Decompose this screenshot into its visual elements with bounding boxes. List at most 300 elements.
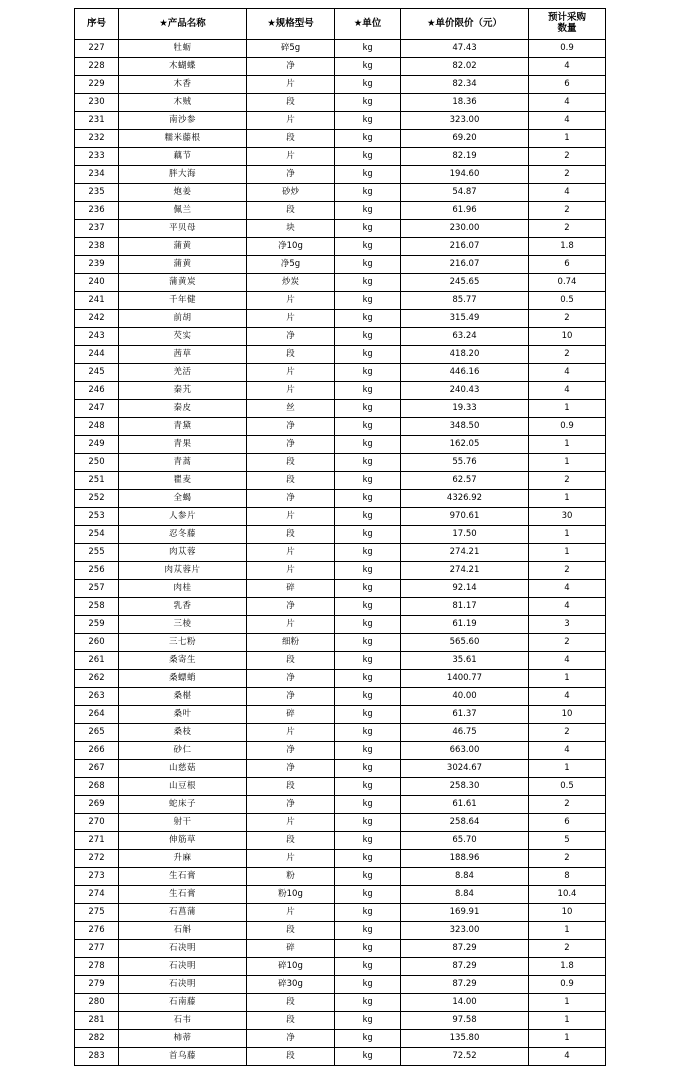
cell-index: 262 [75, 670, 119, 688]
cell-spec: 片 [247, 562, 335, 580]
cell-index: 254 [75, 526, 119, 544]
table-row [75, 40, 606, 58]
cell-index: 249 [75, 436, 119, 454]
cell-price: 169.91 [401, 904, 529, 922]
cell-quantity: 1 [529, 922, 606, 940]
cell-unit: kg [335, 94, 401, 112]
cell-product-name: 佩兰 [119, 202, 247, 220]
cell-quantity: 4 [529, 580, 606, 598]
cell-price: 61.96 [401, 202, 529, 220]
column-header-quantity-line2: 数量 [557, 23, 577, 34]
cell-unit: kg [335, 598, 401, 616]
cell-product-name: 胖大海 [119, 166, 247, 184]
table-row [75, 850, 606, 868]
cell-unit: kg [335, 490, 401, 508]
cell-product-name: 三棱 [119, 616, 247, 634]
cell-index: 261 [75, 652, 119, 670]
table-row [75, 490, 606, 508]
table-row [75, 1012, 606, 1030]
cell-index: 227 [75, 40, 119, 58]
cell-product-name: 木贼 [119, 94, 247, 112]
cell-price: 82.34 [401, 76, 529, 94]
cell-spec: 片 [247, 544, 335, 562]
cell-index: 240 [75, 274, 119, 292]
cell-spec: 碎 [247, 940, 335, 958]
cell-quantity: 2 [529, 562, 606, 580]
cell-product-name: 生石膏 [119, 886, 247, 904]
cell-spec: 片 [247, 112, 335, 130]
cell-price: 162.05 [401, 436, 529, 454]
cell-spec: 片 [247, 724, 335, 742]
cell-product-name: 砂仁 [119, 742, 247, 760]
table-row [75, 814, 606, 832]
cell-price: 194.60 [401, 166, 529, 184]
cell-quantity: 0.9 [529, 418, 606, 436]
cell-product-name: 前胡 [119, 310, 247, 328]
cell-quantity: 1 [529, 1030, 606, 1048]
cell-quantity: 2 [529, 472, 606, 490]
cell-price: 35.61 [401, 652, 529, 670]
cell-unit: kg [335, 58, 401, 76]
cell-spec: 段 [247, 130, 335, 148]
cell-quantity: 4 [529, 742, 606, 760]
cell-spec: 片 [247, 508, 335, 526]
cell-spec: 粉 [247, 868, 335, 886]
cell-quantity: 0.9 [529, 976, 606, 994]
cell-product-name: 乳香 [119, 598, 247, 616]
cell-spec: 净 [247, 58, 335, 76]
cell-spec: 块 [247, 220, 335, 238]
cell-unit: kg [335, 202, 401, 220]
table-row [75, 418, 606, 436]
cell-quantity: 0.74 [529, 274, 606, 292]
cell-quantity: 4 [529, 1048, 606, 1066]
cell-price: 258.30 [401, 778, 529, 796]
table-row [75, 94, 606, 112]
cell-product-name: 生石膏 [119, 868, 247, 886]
cell-product-name: 射干 [119, 814, 247, 832]
cell-price: 85.77 [401, 292, 529, 310]
cell-unit: kg [335, 184, 401, 202]
cell-price: 274.21 [401, 562, 529, 580]
table-row [75, 382, 606, 400]
cell-price: 135.80 [401, 1030, 529, 1048]
cell-price: 14.00 [401, 994, 529, 1012]
table-row [75, 868, 606, 886]
cell-quantity: 2 [529, 796, 606, 814]
table-row [75, 166, 606, 184]
table-row [75, 112, 606, 130]
cell-product-name: 牡蛎 [119, 40, 247, 58]
cell-price: 230.00 [401, 220, 529, 238]
procurement-price-table [74, 8, 606, 1066]
cell-index: 264 [75, 706, 119, 724]
cell-price: 245.65 [401, 274, 529, 292]
cell-unit: kg [335, 544, 401, 562]
cell-unit: kg [335, 580, 401, 598]
cell-unit: kg [335, 1012, 401, 1030]
cell-unit: kg [335, 292, 401, 310]
cell-index: 271 [75, 832, 119, 850]
cell-unit: kg [335, 742, 401, 760]
cell-unit: kg [335, 922, 401, 940]
column-header-quantity-line1: 预计采购 [547, 12, 586, 24]
cell-spec: 净10g [247, 238, 335, 256]
table-row [75, 274, 606, 292]
cell-price: 69.20 [401, 130, 529, 148]
cell-unit: kg [335, 454, 401, 472]
cell-quantity: 2 [529, 148, 606, 166]
cell-index: 283 [75, 1048, 119, 1066]
cell-quantity: 4 [529, 58, 606, 76]
cell-spec: 片 [247, 310, 335, 328]
table-row [75, 544, 606, 562]
cell-spec: 段 [247, 652, 335, 670]
cell-spec: 净 [247, 166, 335, 184]
cell-index: 239 [75, 256, 119, 274]
cell-index: 248 [75, 418, 119, 436]
cell-index: 276 [75, 922, 119, 940]
cell-unit: kg [335, 616, 401, 634]
cell-index: 272 [75, 850, 119, 868]
cell-index: 273 [75, 868, 119, 886]
cell-index: 268 [75, 778, 119, 796]
cell-index: 275 [75, 904, 119, 922]
table-row [75, 904, 606, 922]
cell-product-name: 全蝎 [119, 490, 247, 508]
cell-price: 62.57 [401, 472, 529, 490]
table-row [75, 1030, 606, 1048]
cell-unit: kg [335, 796, 401, 814]
cell-unit: kg [335, 148, 401, 166]
cell-price: 663.00 [401, 742, 529, 760]
cell-product-name: 肉苁蓉片 [119, 562, 247, 580]
table-row [75, 922, 606, 940]
cell-index: 228 [75, 58, 119, 76]
cell-price: 63.24 [401, 328, 529, 346]
cell-spec: 净 [247, 598, 335, 616]
table-row [75, 724, 606, 742]
table-row [75, 526, 606, 544]
cell-product-name: 秦皮 [119, 400, 247, 418]
cell-quantity: 1 [529, 670, 606, 688]
cell-price: 18.36 [401, 94, 529, 112]
cell-product-name: 山豆根 [119, 778, 247, 796]
cell-index: 246 [75, 382, 119, 400]
cell-spec: 段 [247, 454, 335, 472]
cell-quantity: 4 [529, 652, 606, 670]
cell-index: 274 [75, 886, 119, 904]
cell-quantity: 4 [529, 184, 606, 202]
cell-unit: kg [335, 130, 401, 148]
cell-quantity: 1 [529, 490, 606, 508]
cell-product-name: 青黛 [119, 418, 247, 436]
cell-price: 274.21 [401, 544, 529, 562]
cell-spec: 片 [247, 382, 335, 400]
cell-spec: 净 [247, 418, 335, 436]
cell-quantity: 0.9 [529, 40, 606, 58]
table-row [75, 760, 606, 778]
table-row [75, 58, 606, 76]
table-row [75, 364, 606, 382]
table-row [75, 670, 606, 688]
cell-unit: kg [335, 778, 401, 796]
cell-product-name: 蛇床子 [119, 796, 247, 814]
cell-quantity: 10 [529, 328, 606, 346]
cell-product-name: 山慈菇 [119, 760, 247, 778]
cell-spec: 净 [247, 796, 335, 814]
cell-spec: 净 [247, 1030, 335, 1048]
cell-unit: kg [335, 256, 401, 274]
cell-price: 323.00 [401, 922, 529, 940]
cell-index: 237 [75, 220, 119, 238]
cell-unit: kg [335, 562, 401, 580]
table-row [75, 292, 606, 310]
cell-index: 238 [75, 238, 119, 256]
cell-product-name: 平贝母 [119, 220, 247, 238]
cell-index: 265 [75, 724, 119, 742]
cell-product-name: 忍冬藤 [119, 526, 247, 544]
cell-spec: 净 [247, 760, 335, 778]
cell-price: 61.19 [401, 616, 529, 634]
cell-price: 348.50 [401, 418, 529, 436]
column-header-quantity [529, 9, 606, 40]
cell-unit: kg [335, 1048, 401, 1066]
cell-spec: 段 [247, 778, 335, 796]
cell-price: 40.00 [401, 688, 529, 706]
table-row [75, 508, 606, 526]
cell-product-name: 肉桂 [119, 580, 247, 598]
cell-product-name: 芡实 [119, 328, 247, 346]
cell-unit: kg [335, 238, 401, 256]
cell-spec: 段 [247, 202, 335, 220]
cell-price: 92.14 [401, 580, 529, 598]
cell-product-name: 蒲黄 [119, 256, 247, 274]
cell-product-name: 羌活 [119, 364, 247, 382]
cell-product-name: 石菖蒲 [119, 904, 247, 922]
cell-spec: 段 [247, 832, 335, 850]
cell-spec: 细粉 [247, 634, 335, 652]
table-row [75, 130, 606, 148]
cell-price: 188.96 [401, 850, 529, 868]
cell-spec: 片 [247, 904, 335, 922]
cell-index: 280 [75, 994, 119, 1012]
cell-unit: kg [335, 508, 401, 526]
cell-unit: kg [335, 40, 401, 58]
column-header-index: 序号 [75, 9, 119, 40]
cell-product-name: 肉苁蓉 [119, 544, 247, 562]
cell-index: 269 [75, 796, 119, 814]
cell-quantity: 4 [529, 382, 606, 400]
table-row [75, 76, 606, 94]
cell-spec: 碎 [247, 706, 335, 724]
cell-index: 256 [75, 562, 119, 580]
cell-quantity: 5 [529, 832, 606, 850]
cell-price: 8.84 [401, 886, 529, 904]
cell-index: 242 [75, 310, 119, 328]
cell-price: 446.16 [401, 364, 529, 382]
table-row [75, 436, 606, 454]
cell-quantity: 4 [529, 112, 606, 130]
cell-spec: 净 [247, 436, 335, 454]
cell-spec: 片 [247, 148, 335, 166]
cell-product-name: 瞿麦 [119, 472, 247, 490]
cell-spec: 段 [247, 1048, 335, 1066]
cell-index: 255 [75, 544, 119, 562]
cell-price: 54.87 [401, 184, 529, 202]
cell-unit: kg [335, 940, 401, 958]
table-row [75, 706, 606, 724]
cell-product-name: 伸筋草 [119, 832, 247, 850]
cell-quantity: 3 [529, 616, 606, 634]
cell-quantity: 8 [529, 868, 606, 886]
cell-product-name: 三七粉 [119, 634, 247, 652]
cell-index: 258 [75, 598, 119, 616]
cell-index: 250 [75, 454, 119, 472]
cell-product-name: 石决明 [119, 958, 247, 976]
cell-index: 235 [75, 184, 119, 202]
cell-spec: 段 [247, 994, 335, 1012]
cell-unit: kg [335, 958, 401, 976]
cell-unit: kg [335, 850, 401, 868]
cell-product-name: 桑螵蛸 [119, 670, 247, 688]
cell-index: 231 [75, 112, 119, 130]
table-row [75, 1048, 606, 1066]
cell-product-name: 南沙参 [119, 112, 247, 130]
table-header [75, 9, 606, 40]
cell-product-name: 糯米藤根 [119, 130, 247, 148]
cell-quantity: 1 [529, 130, 606, 148]
cell-index: 252 [75, 490, 119, 508]
cell-product-name: 木香 [119, 76, 247, 94]
cell-quantity: 6 [529, 256, 606, 274]
cell-unit: kg [335, 166, 401, 184]
cell-unit: kg [335, 832, 401, 850]
cell-price: 72.52 [401, 1048, 529, 1066]
cell-unit: kg [335, 706, 401, 724]
cell-price: 81.17 [401, 598, 529, 616]
cell-spec: 片 [247, 76, 335, 94]
cell-index: 259 [75, 616, 119, 634]
table-row [75, 184, 606, 202]
cell-spec: 净5g [247, 256, 335, 274]
cell-spec: 片 [247, 292, 335, 310]
cell-price: 87.29 [401, 976, 529, 994]
cell-price: 4326.92 [401, 490, 529, 508]
table-row [75, 778, 606, 796]
cell-product-name: 石决明 [119, 940, 247, 958]
cell-price: 47.43 [401, 40, 529, 58]
cell-quantity: 1.8 [529, 238, 606, 256]
table-row [75, 238, 606, 256]
cell-quantity: 4 [529, 598, 606, 616]
cell-index: 232 [75, 130, 119, 148]
cell-unit: kg [335, 436, 401, 454]
table-row [75, 832, 606, 850]
table-row [75, 994, 606, 1012]
cell-price: 61.37 [401, 706, 529, 724]
column-header-price: ★单价限价（元） [401, 9, 529, 40]
cell-price: 216.07 [401, 238, 529, 256]
cell-product-name: 桑椹 [119, 688, 247, 706]
table-row [75, 976, 606, 994]
cell-unit: kg [335, 688, 401, 706]
cell-spec: 段 [247, 1012, 335, 1030]
cell-index: 278 [75, 958, 119, 976]
table-row [75, 328, 606, 346]
cell-product-name: 升麻 [119, 850, 247, 868]
table-row [75, 346, 606, 364]
cell-quantity: 2 [529, 850, 606, 868]
table-row [75, 616, 606, 634]
cell-quantity: 4 [529, 94, 606, 112]
cell-product-name: 千年健 [119, 292, 247, 310]
cell-index: 244 [75, 346, 119, 364]
cell-product-name: 石南藤 [119, 994, 247, 1012]
cell-product-name: 首乌藤 [119, 1048, 247, 1066]
cell-unit: kg [335, 904, 401, 922]
cell-product-name: 蒲黄 [119, 238, 247, 256]
cell-quantity: 0.5 [529, 292, 606, 310]
cell-price: 8.84 [401, 868, 529, 886]
cell-unit: kg [335, 310, 401, 328]
cell-price: 97.58 [401, 1012, 529, 1030]
table-row [75, 454, 606, 472]
cell-quantity: 1 [529, 400, 606, 418]
cell-spec: 碎5g [247, 40, 335, 58]
cell-spec: 段 [247, 922, 335, 940]
cell-quantity: 10 [529, 904, 606, 922]
cell-index: 245 [75, 364, 119, 382]
table-row [75, 580, 606, 598]
cell-index: 260 [75, 634, 119, 652]
cell-product-name: 蒲黄炭 [119, 274, 247, 292]
cell-unit: kg [335, 1030, 401, 1048]
cell-spec: 砂炒 [247, 184, 335, 202]
cell-unit: kg [335, 634, 401, 652]
cell-unit: kg [335, 328, 401, 346]
cell-index: 267 [75, 760, 119, 778]
table-header-row [75, 9, 606, 40]
cell-spec: 碎 [247, 580, 335, 598]
cell-index: 251 [75, 472, 119, 490]
cell-quantity: 4 [529, 688, 606, 706]
cell-unit: kg [335, 994, 401, 1012]
cell-price: 240.43 [401, 382, 529, 400]
cell-quantity: 1 [529, 760, 606, 778]
cell-index: 236 [75, 202, 119, 220]
cell-index: 229 [75, 76, 119, 94]
table-row [75, 940, 606, 958]
cell-price: 17.50 [401, 526, 529, 544]
cell-product-name: 桑寄生 [119, 652, 247, 670]
column-header-name: ★产品名称 [119, 9, 247, 40]
table-row [75, 220, 606, 238]
table-row [75, 688, 606, 706]
cell-product-name: 青蒿 [119, 454, 247, 472]
cell-quantity: 2 [529, 940, 606, 958]
cell-unit: kg [335, 382, 401, 400]
cell-price: 315.49 [401, 310, 529, 328]
cell-spec: 净 [247, 688, 335, 706]
cell-price: 565.60 [401, 634, 529, 652]
table-row [75, 202, 606, 220]
cell-quantity: 4 [529, 364, 606, 382]
cell-spec: 炒炭 [247, 274, 335, 292]
cell-product-name: 桑枝 [119, 724, 247, 742]
cell-product-name: 石斛 [119, 922, 247, 940]
cell-price: 87.29 [401, 940, 529, 958]
